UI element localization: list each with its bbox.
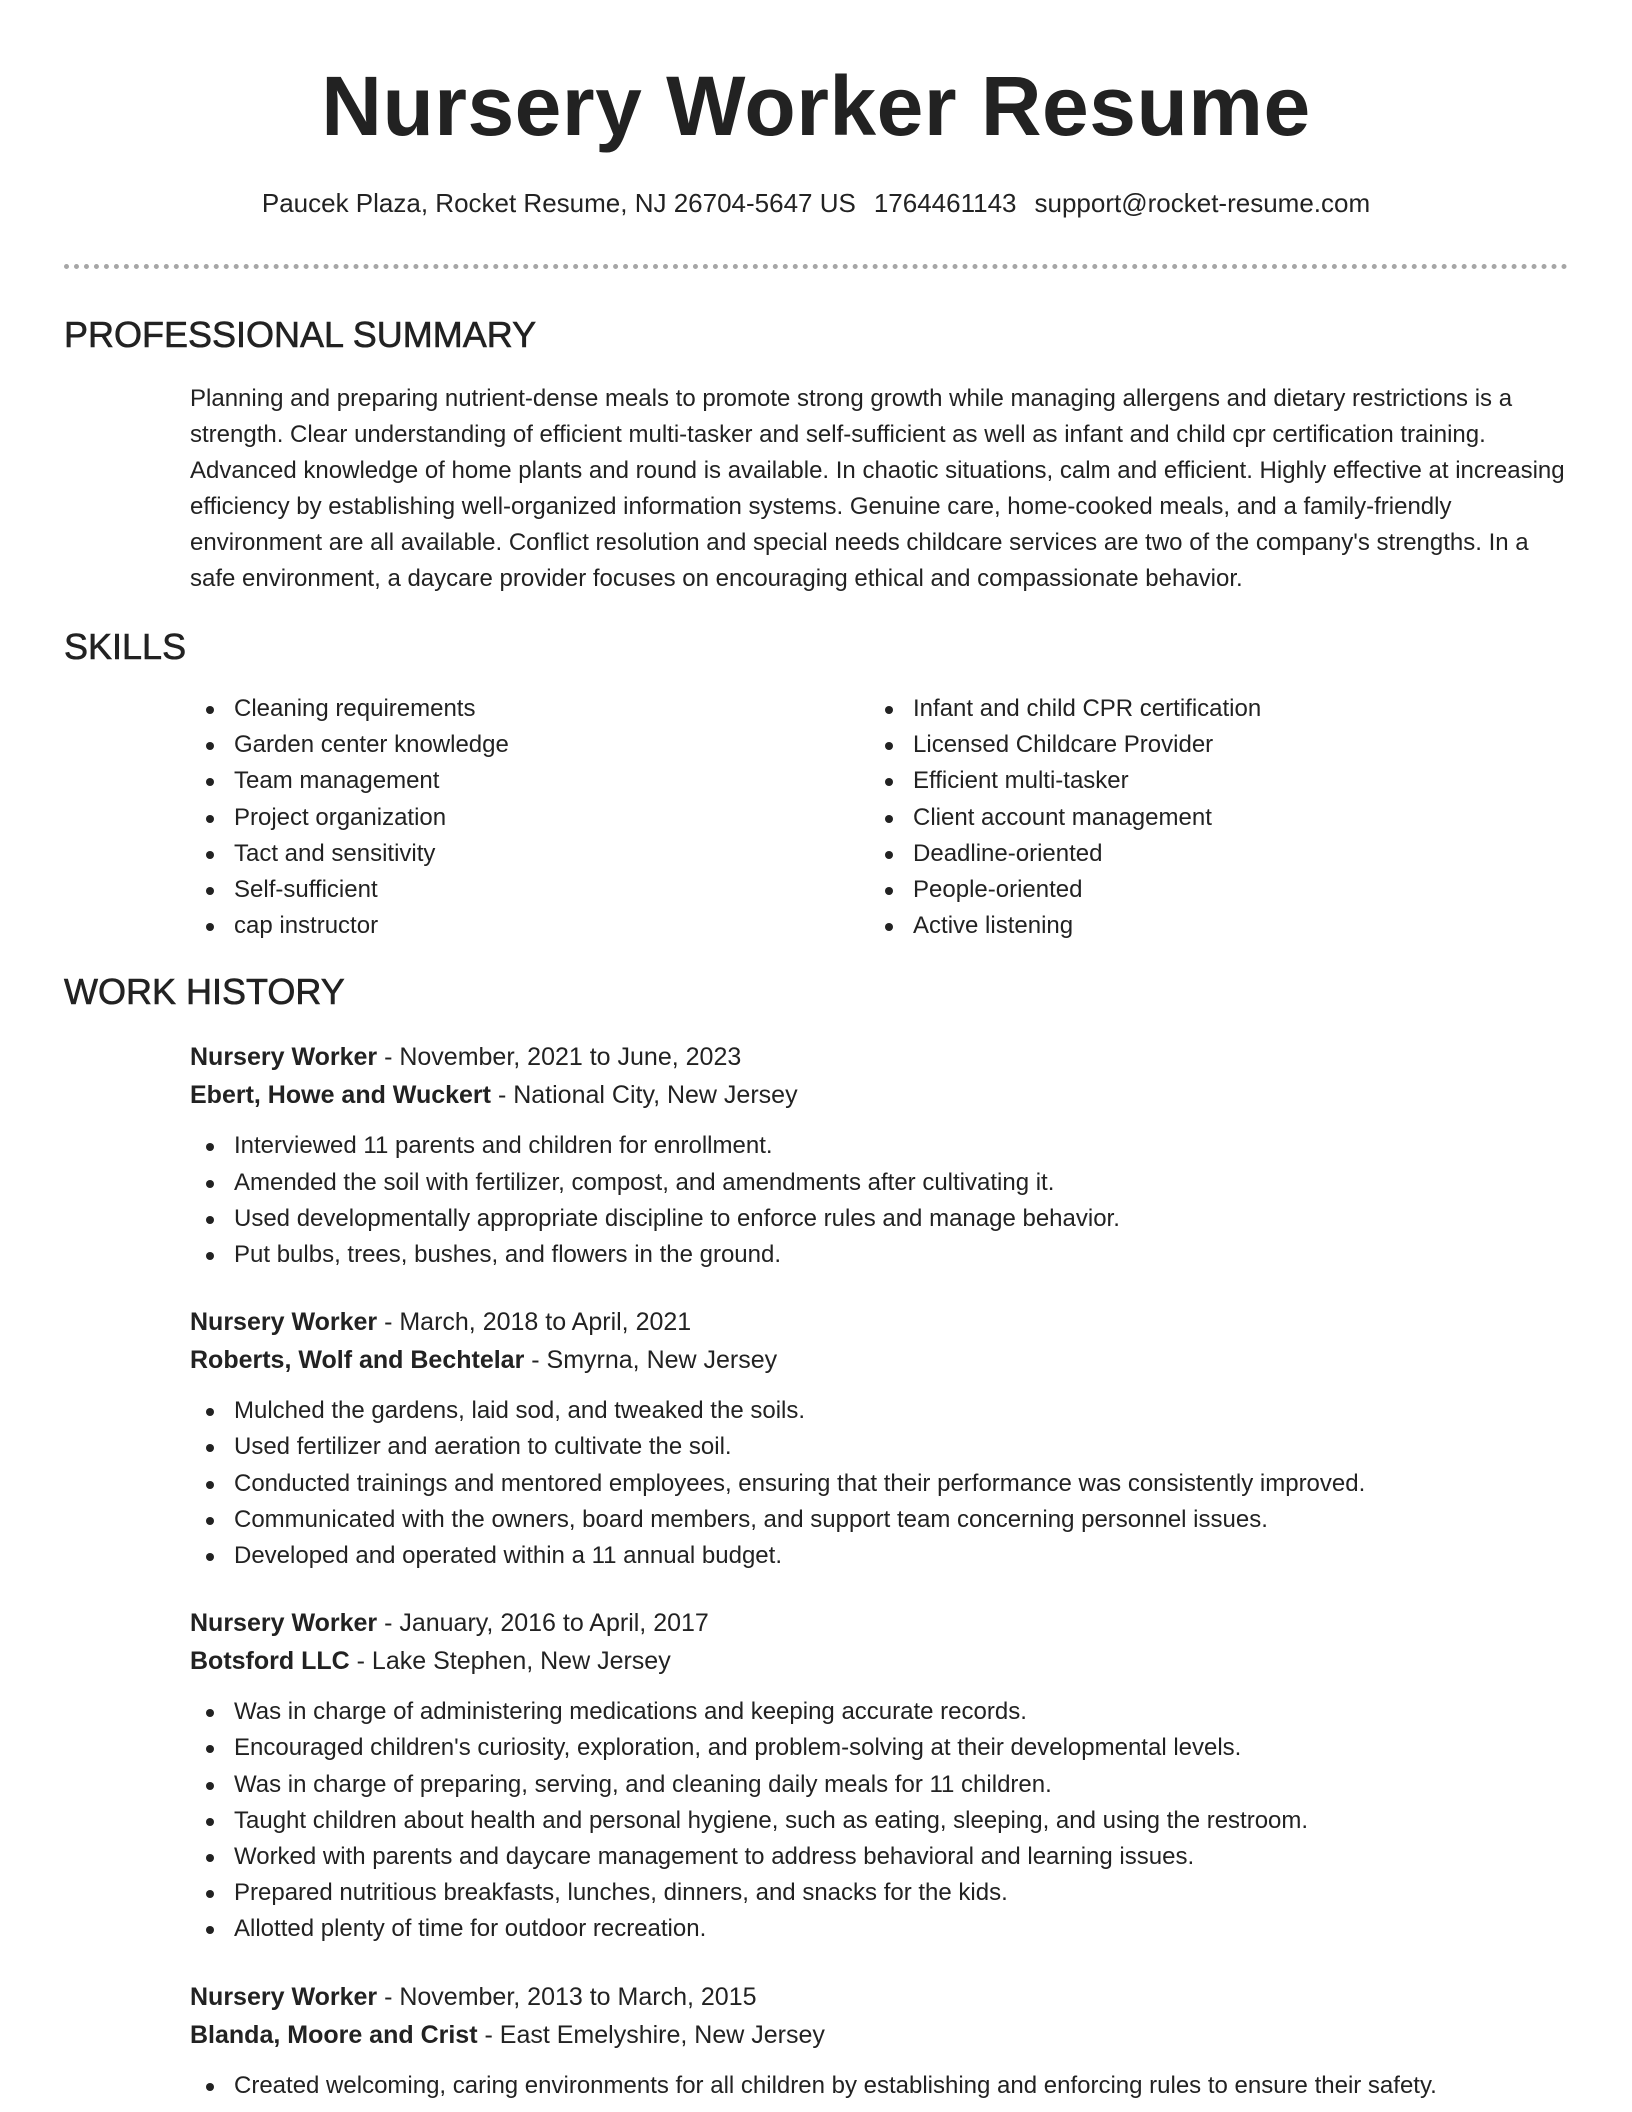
skill-item: Efficient multi-tasker — [869, 763, 1568, 799]
job-duty: Allotted plenty of time for outdoor recreation. — [190, 1911, 1568, 1947]
job-duty: Put bulbs, trees, bushes, and flowers in the ground. — [190, 1237, 1568, 1273]
header-divider — [64, 264, 1568, 269]
job-company-line — [190, 1341, 1568, 1379]
job-entry — [190, 1978, 1568, 2104]
job-company: Ebert, Howe and Wuckert — [190, 1081, 491, 1110]
skill-item: People-oriented — [869, 872, 1568, 908]
work-history-heading: WORK HISTORY — [64, 971, 345, 1013]
job-title: Nursery Worker — [190, 1043, 378, 1072]
job-title-line — [190, 1303, 1568, 1341]
job-duties — [190, 1393, 1568, 1574]
job-company: Botsford LLC — [190, 1647, 350, 1676]
skill-item: Project organization — [190, 800, 869, 836]
job-duty: Amended the soil with fertilizer, compost, and amendments after cultivating it. — [190, 1165, 1568, 1201]
job-entry — [190, 1303, 1568, 1574]
job-title-line — [190, 1038, 1568, 1076]
skill-item: Infant and child CPR certification — [869, 691, 1568, 727]
contact-phone: 1764461143 — [873, 188, 1017, 218]
job-title: Nursery Worker — [190, 1308, 378, 1337]
job-duty: Was in charge of preparing, serving, and cleaning daily meals for 11 children. — [190, 1767, 1568, 1803]
job-company-line — [190, 1642, 1568, 1680]
skill-item: Licensed Childcare Provider — [869, 727, 1568, 763]
job-duty: Developed and operated within a 11 annual budget. — [190, 1538, 1568, 1574]
job-duty: Used developmentally appropriate discipline to enforce rules and manage behavior. — [190, 1201, 1568, 1237]
skills-list — [190, 691, 1568, 944]
job-title: Nursery Worker — [190, 1609, 378, 1638]
skill-item: Team management — [190, 763, 869, 799]
job-duties — [190, 1128, 1568, 1273]
job-entry — [190, 1038, 1568, 1273]
job-dates: - March, 2018 to April, 2021 — [377, 1308, 692, 1337]
skill-item: Cleaning requirements — [190, 691, 869, 727]
job-company-line — [190, 1076, 1568, 1114]
skill-item: Deadline-oriented — [869, 836, 1568, 872]
skill-item: Active listening — [869, 908, 1568, 944]
job-location: - Lake Stephen, New Jersey — [349, 1647, 671, 1676]
job-title: Nursery Worker — [190, 1982, 378, 2011]
job-entry — [190, 1604, 1568, 1947]
job-company: Roberts, Wolf and Bechtelar — [190, 1346, 525, 1375]
job-duty: Was in charge of administering medications and keeping accurate records. — [190, 1694, 1568, 1730]
skills-column-left — [190, 691, 869, 944]
summary-heading: PROFESSIONAL SUMMARY — [64, 314, 537, 355]
job-company: Blanda, Moore and Crist — [190, 2020, 478, 2049]
skill-item: Self-sufficient — [190, 872, 869, 908]
skill-item: Garden center knowledge — [190, 727, 869, 763]
job-duty: Interviewed 11 parents and children for enrollment. — [190, 1128, 1568, 1164]
job-title-line — [190, 1604, 1568, 1642]
job-location: - Smyrna, New Jersey — [524, 1346, 778, 1375]
job-duty: Taught children about health and personal hygiene, such as eating, sleeping, and using the restroom. — [190, 1803, 1568, 1839]
skill-item: cap instructor — [190, 908, 869, 944]
job-dates: - November, 2013 to March, 2015 — [377, 1982, 757, 2011]
job-duty: Encouraged children's curiosity, exploration, and problem-solving at their developmental levels. — [190, 1730, 1568, 1766]
skill-item: Tact and sensitivity — [190, 836, 869, 872]
job-company-line — [190, 2016, 1568, 2054]
summary-text: Planning and preparing nutrient-dense meals to promote strong growth while managing allergens and dietary restrictions is a strength. Clear understanding of efficient multi-tasker and self-sufficient as well as infant and child cpr certification training. Advanced knowledge of home plants and round is available. In chaotic situations, calm and efficient. Highly effective at increasing efficiency by establishing well-organized information systems. Genuine care, home-cooked meals, and a family-friendly environment are all available. Conflict resolution and special needs childcare services are two of the company's strengths. In a safe environment, a daycare provider focuses on encouraging ethical and compassionate behavior. — [190, 385, 1565, 592]
job-duty: Created welcoming, caring environments for all children by establishing and enforcing rules to ensure their safety. — [190, 2068, 1568, 2104]
job-duty: Communicated with the owners, board members, and support team concerning personnel issues. — [190, 1502, 1568, 1538]
job-dates: - November, 2021 to June, 2023 — [377, 1043, 742, 1072]
job-title-line — [190, 1978, 1568, 2016]
job-duty: Worked with parents and daycare management to address behavioral and learning issues. — [190, 1839, 1568, 1875]
job-duty: Prepared nutritious breakfasts, lunches, dinners, and snacks for the kids. — [190, 1875, 1568, 1911]
job-duty: Used fertilizer and aeration to cultivate the soil. — [190, 1429, 1568, 1465]
contact-email: support@rocket-resume.com — [1034, 188, 1371, 218]
job-dates: - January, 2016 to April, 2017 — [377, 1609, 709, 1638]
job-location: - National City, New Jersey — [491, 1081, 798, 1110]
job-duty: Conducted trainings and mentored employees, ensuring that their performance was consistently improved. — [190, 1466, 1568, 1502]
job-duty: Mulched the gardens, laid sod, and tweaked the soils. — [190, 1393, 1568, 1429]
skills-heading: SKILLS — [64, 626, 187, 667]
skill-item: Client account management — [869, 800, 1568, 836]
contact-line — [64, 186, 1568, 220]
resume-page — [64, 0, 1568, 2104]
skills-column-right — [869, 691, 1568, 944]
contact-address: Paucek Plaza, Rocket Resume, NJ 26704-5647 US — [261, 188, 856, 218]
job-duties — [190, 1694, 1568, 1947]
job-duties — [190, 2068, 1568, 2104]
resume-title: Nursery Worker Resume — [321, 59, 1311, 153]
job-location: - East Emelyshire, New Jersey — [477, 2020, 825, 2049]
